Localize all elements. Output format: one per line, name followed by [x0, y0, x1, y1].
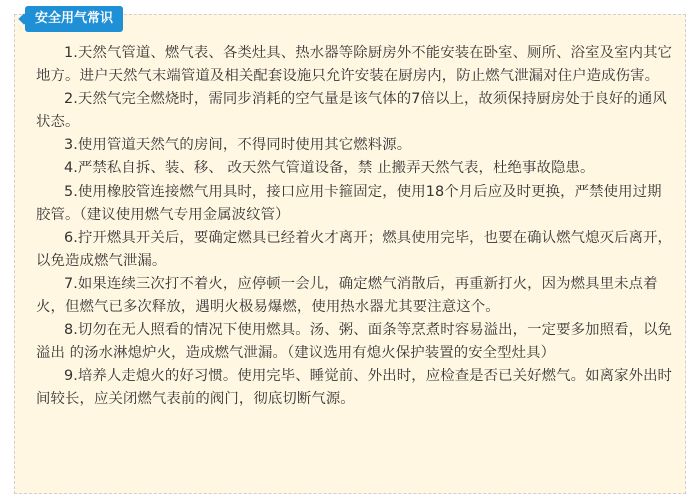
section-title: 安全用气常识: [25, 6, 123, 32]
safety-tip-2: 2.天然气完全燃烧时，需同步消耗的空气量是该气体的7倍以上，故须保持厨房处于良好的通风状态。: [36, 91, 667, 131]
safety-tip-6: 6.拧开燃具开关后，要确定燃具已经着火才离开；燃具使用完毕，也要在确认燃气熄灭后离开，以免造成燃气泄漏。: [36, 229, 673, 269]
safety-tip-1: 1.天然气管道、燃气表、各类灶具、热水器等除厨房外不能安装在卧室、厕所、浴室及室内其它地方。进户天然气末端管道及相关配套设施只允许安装在厨房内，防止燃气泄漏对住户造成伤害。: [36, 45, 673, 85]
safety-tip-7: 7.如果连续三次打不着火，应停顿一会儿，确定燃气消散后，再重新打火，因为燃具里未点着火，但燃气已多次释放，遇明火极易爆燃，使用热水器尤其要注意这个。: [36, 275, 658, 316]
safety-tip-4: 4.严禁私自拆、装、移、 改天然气管道设备，禁 止搬弄天然气表，杜绝事故隐患。: [64, 160, 595, 177]
safety-tip-3: 3.使用管道天然气的房间，不得同时使用其它燃料源。: [64, 137, 412, 154]
safety-tip-5: 5.使用橡胶管连接燃气用具时，接口应用卡箍固定，使用18个月后应及时更换，严禁使用过期胶管。（建议使用燃气专用金属波纹管）: [36, 183, 662, 223]
safety-tip-9: 9.培养人走熄火的好习惯。使用完毕、睡觉前、外出时，应检查是否已关好燃气。如离家外出时间较长，应关闭燃气表前的阀门，彻底切断气源。: [36, 368, 673, 408]
safety-tips-list: [36, 42, 674, 412]
safety-tip-8: 8.切勿在无人照看的情况下使用燃具。汤、粥、面条等烹煮时容易溢出，一定要多加照看，以免溢出 的汤水淋熄炉火，造成燃气泄漏。（建议选用有熄火保护装置的安全型灶具）: [36, 322, 673, 362]
